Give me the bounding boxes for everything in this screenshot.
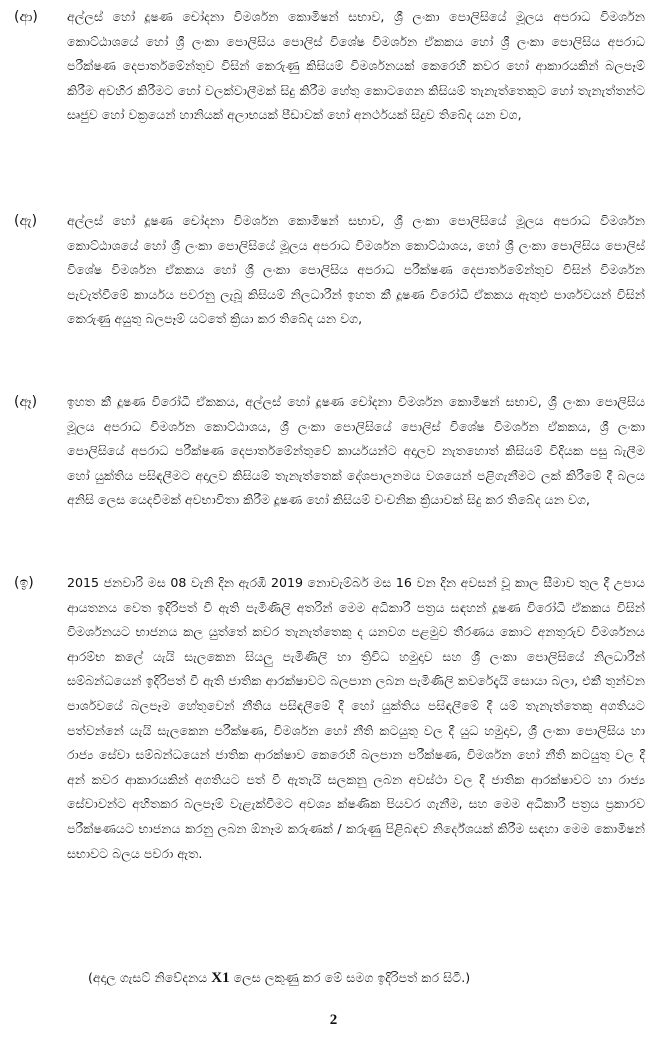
clause-text: අල්ලස් හෝ දූෂණ චෝදනා විමර්ශන කොමිෂන් සභාව, ශ්‍රී ලංකා පොලිසියේ මූලය අපරාධ විමර්ශන කොට්ඨාශයේ හෝ ශ්‍රී ලංකා පොලිසිය පොලිස් විශේෂ විමර්ශන ඒකකය හෝ ශ්‍රී ලංකා පොලිසිය අපරාධ පරීක්ෂණ දෙපාර්තමේන්තුව විසින් කෙරුණු කිසියම් විමර්ශනයක් කෙරෙහි කවර හෝ ආකාරයකින් බලපෑම් කිරීම අවහිර කිරීමට හෝ වලක්වාලීමක් සිදු කිරීම හේතු කොටගෙන කිසියම් තැනැත්තෙකුට හෝ තැනැත්තන්ට සෘජුව හෝ වක්‍රයෙන් හානියක් අලාභයක් පීඩාවක් හෝ අනර්ථයක් සිදුව තිබේද යන වග, [67,9,645,122]
gazette-note-suffix: ලෙස ලකුණු කර මේ සමග ඉදිරිපත් කර සිටී.) [229,970,471,985]
gazette-note-prefix: (අදාල ගැසට් නිවේදනය [88,970,212,985]
page-number: 2 [329,1012,338,1028]
clause-label: (ඈ) [14,394,38,410]
clause-text: 2015 ජනවාරි මස 08 වැනි දින ඇරඹී 2019 නොවැම්බර් මස 16 වන දින අවසන් වූ කාල සීමාව තුල දී උපාය ආයතනය වෙත ඉදිරිපත් වී ඇති පැමිණිලි අතරින් මෙම අධිකාරී පත්‍රය සඳහන් දූෂණ විරෝධී ඒකකය විසින් විමර්ශනයට භාජනය කල යුත්තේ කවර තැනැත්තෙකු ද යනවග පළමුව තීරණය කොට අනතුරුව විමර්ශනය ආරම්භ කලේ යැයි සැලකෙන සියලු පැමිණිලි හා ත්‍රිවිධ හමුදාව සහ ශ්‍රී ලංකා පොලිසියේ නිලධාරීන් සම්බන්ධයෙන් ඉදිරිපත් වී ඇති ජාතික ආරක්ෂාවට බලපාන ලබන පැමිණිලි කවරේදැයි සොයා බලා, එකී තුන්වන පාර්ශවයේ බලපෑම හේතුවෙන් නීතිය පසිඳලීමේ දී හෝ යුක්තිය පසිඳලීමේ දී යම් තැනැත්තෙකු අගතියට පත්වන්නේ යැයි සැලකෙන පරීක්ෂණ, විමර්ශන හෝ නීති කටයුතු වල දී යුධ හමුදාව, ශ්‍රී ලංකා පොලිසිය හා රාජ්‍ය සේවා සම්බන්ධයෙන් ජාතික ආරක්ෂාව කෙරෙහි බලපාන පරීක්ෂණ, විමර්ශන හෝ නීති කටයුතු වල දී අන් කවර ආකාරයකින් අගතියට පත් වී ඇතැයි සලකනු ලබන අවස්ථා වල දී ජාතික ආරක්ෂාවට හා රාජ්‍ය සේවාවන්ට අහිතකර බලපෑම් වැළැක්වීමට අවශ්‍ය ක්ෂණික පියවර ගැනීම, සහ මෙම අධිකාරී පත්‍රය ප්‍රකාරව පරීක්ෂණයට භාජනය කරනු ලබන ඕනෑම කරුණක් / කරුණු පිළිබඳව නිර්දේශයක් කිරීම සඳහා මෙම කොමිෂන් සභාවට බලය පවරා ඇත. [67,575,645,861]
clause-label: (ඇ) [14,213,38,229]
clause-label: (ආ) [14,9,38,25]
annex-marker: X1 [211,970,230,986]
clause-label: (ඉ) [14,575,34,591]
clause-text: අල්ලස් හෝ දූෂණ චෝදනා විමර්ශන කොමිෂන් සභාව, ශ්‍රී ලංකා පොලිසියේ මූලය අපරාධ විමර්ශන කොට්ඨාශයේ හෝ ශ්‍රී ලංකා පොලිසියේ මූලය අපරාධ විමර්ශන කොට්ඨාශය, හෝ ශ්‍රී ලංකා පොලිසිය පොලිස් විශේෂ විමර්ශන ඒකකය හෝ ශ්‍රී ලංකා පොලිසිය අපරාධ පරීක්ෂණ දෙපාර්තමේන්තුව විසින් විමර්ශන පැවැත්වීමේ කාර්යය පවරනු ලැබූ කිසියම් නිලධාරීන් ඉහත කී දූෂණ විරෝධී ඒකකය ඇතුළු පාර්ශවයන් විසින් කෙරුණු අයුතු බලපෑම් යටතේ ක්‍රියා කර තිබේද යන වග, [67,213,645,326]
clause-text: ඉහත කී දූෂණ විරෝධී ඒකකය, අල්ලස් හෝ දූෂණ චෝදනා විමර්ශන කොමිෂන් සභාව, ශ්‍රී ලංකා පොලිසිය මූලය අපරාධ විමර්ශන කොට්ඨාශය, ශ්‍රී ලංකා පොලිසියේ පොලිස් විශේෂ විමර්ශන ඒකකය, ශ්‍රී ලංකා පොලිසියේ අපරාධ පරීක්ෂණ දෙපාර්තමේන්තුවේ කාර්යයන්ට අදාලව නැතහොත් කිසියම් විදියක පසු බැලීම හෝ යුක්තිය පසිඳලීමට අදාලව කිසියම් තැනැත්තෙක් දේශපාලනමය වශයෙන් පළිගැනීමට ලක් කිරීමේ දී බලය අනිසි ලෙස යෙදවීමක් අවභාවිතා කිරීම දූෂණ හෝ කිසියම් වංචනික ක්‍රියාවක් සිදු කර තිබේද යන වග, [67,394,645,507]
gazette-note [88,966,648,990]
